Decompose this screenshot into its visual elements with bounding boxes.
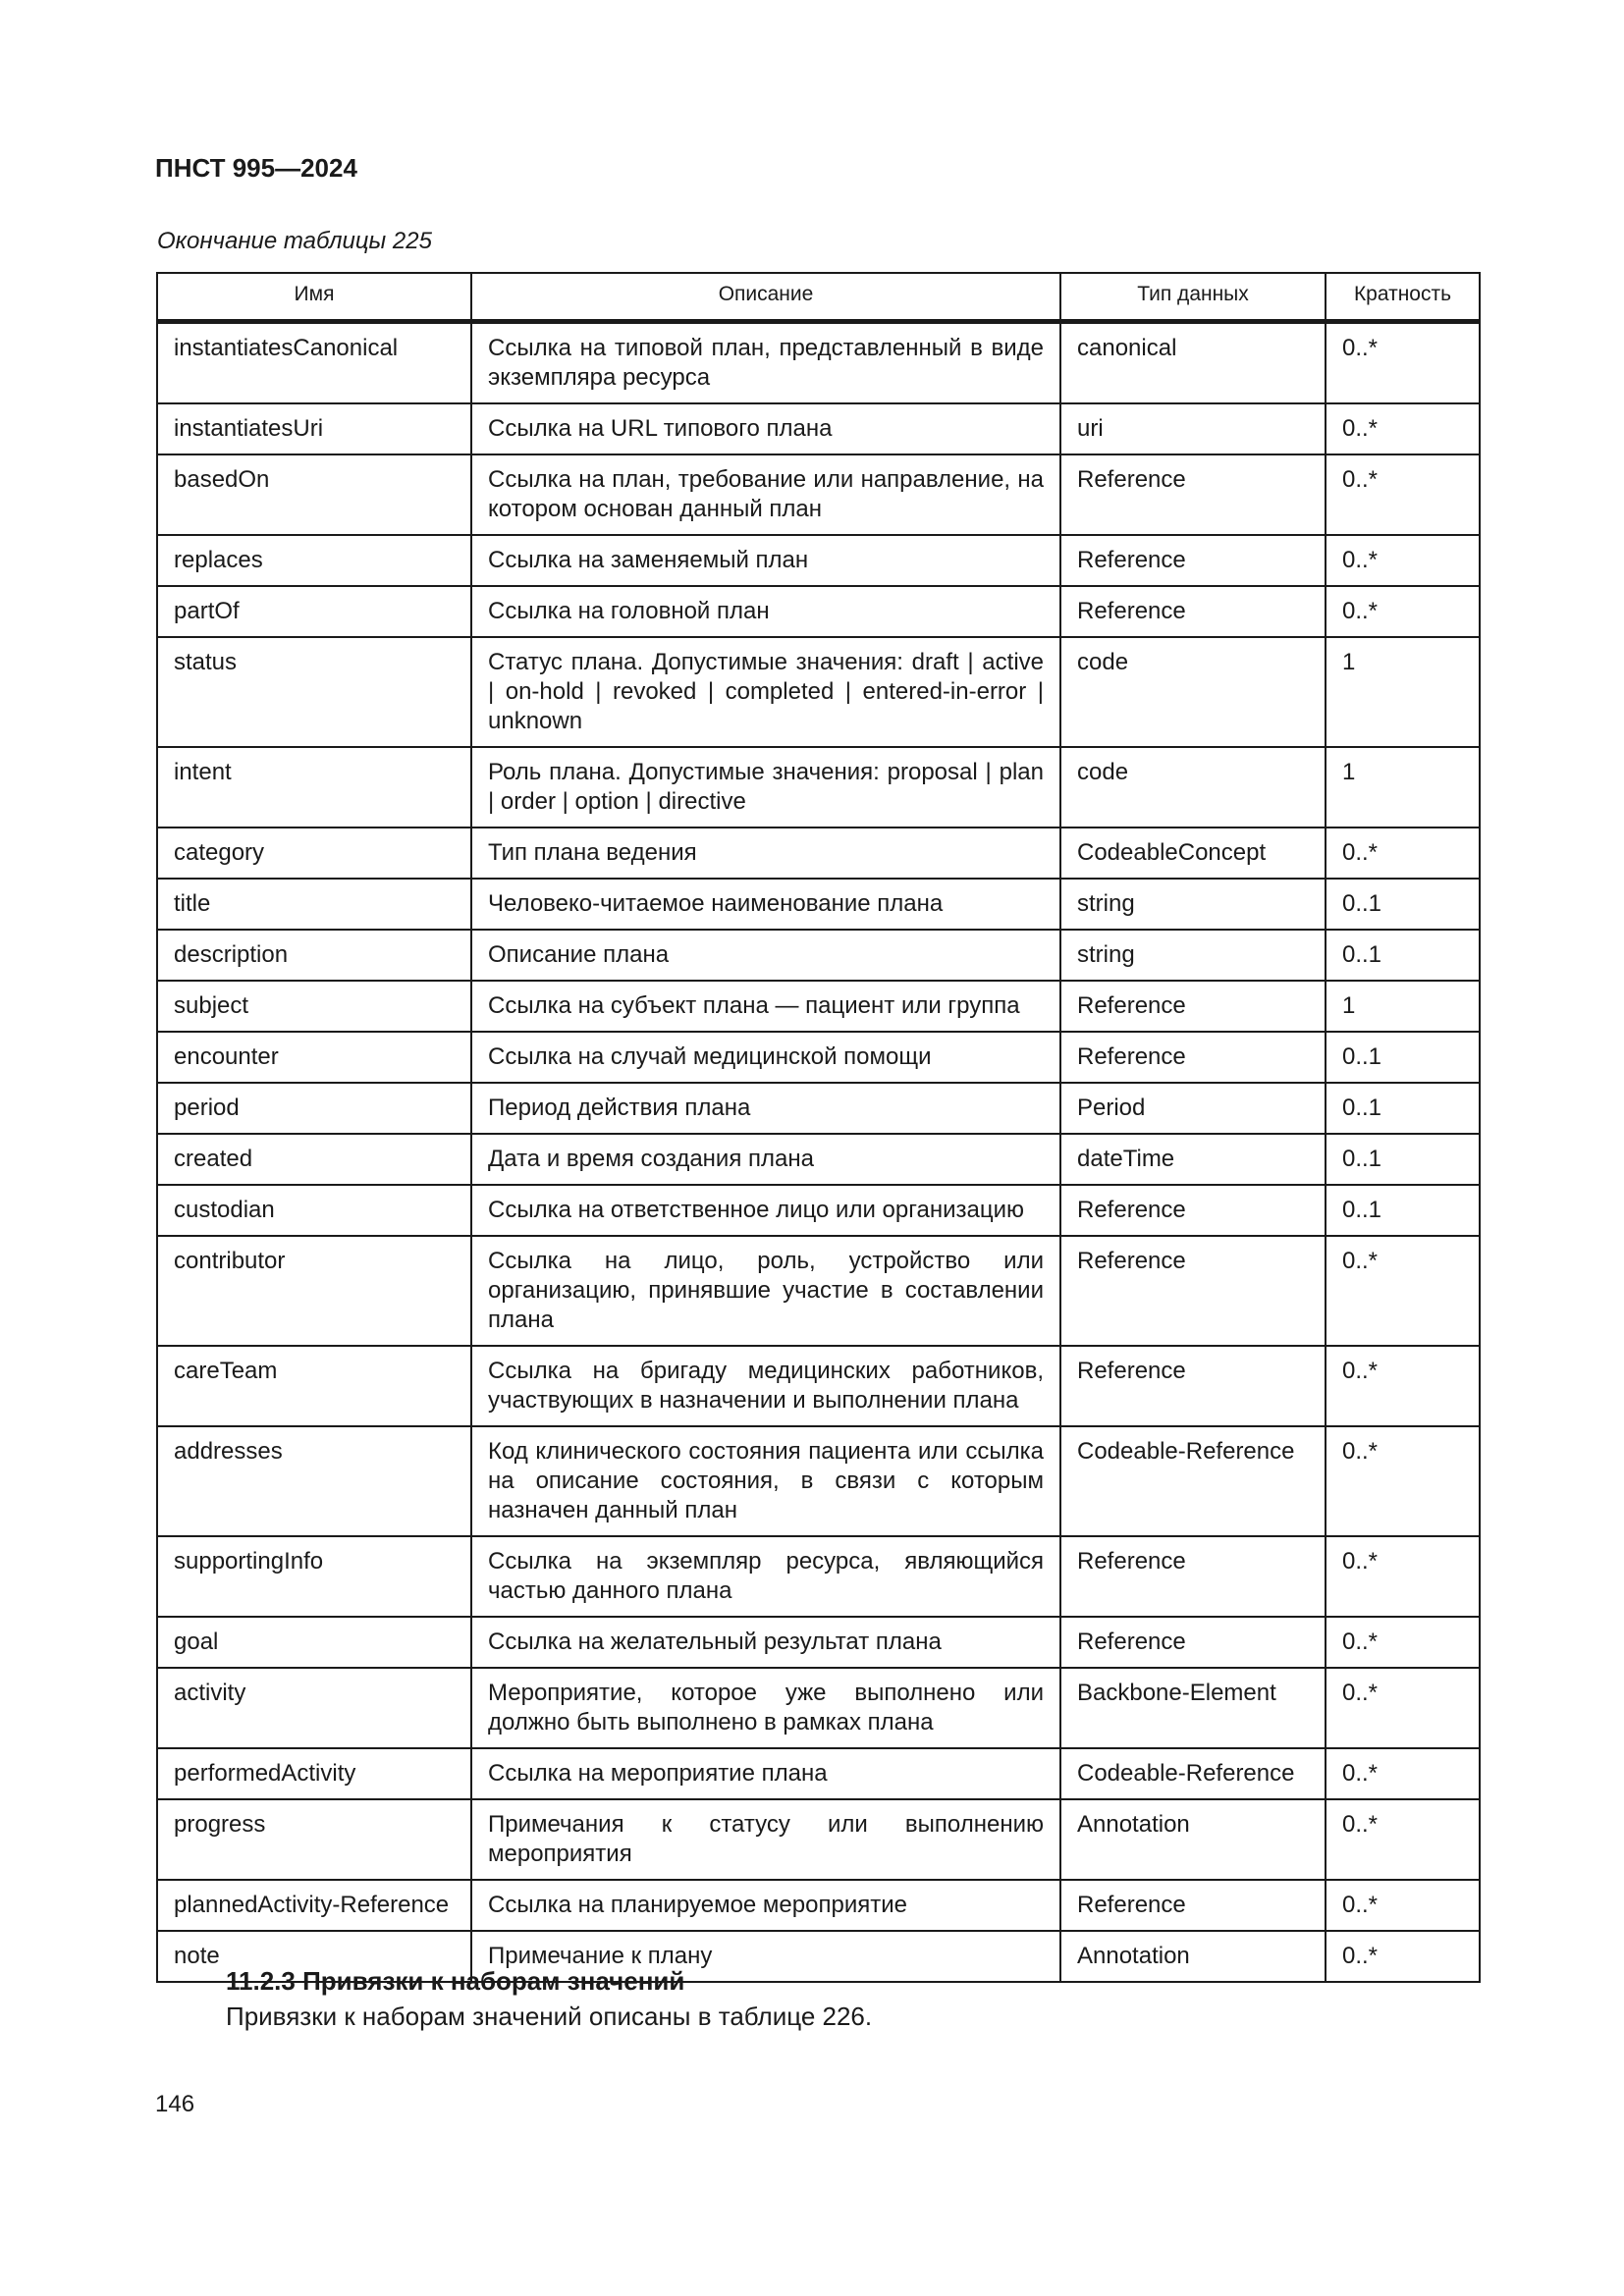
cell-type: Reference bbox=[1060, 535, 1326, 586]
cell-type: string bbox=[1060, 930, 1326, 981]
section-text: Привязки к наборам значений описаны в таблице 226. bbox=[226, 2002, 873, 2031]
cell-name: status bbox=[157, 637, 471, 747]
cell-cardinality: 0..* bbox=[1326, 586, 1480, 637]
cell-type: canonical bbox=[1060, 322, 1326, 404]
cell-type: Annotation bbox=[1060, 1799, 1326, 1880]
cell-name: partOf bbox=[157, 586, 471, 637]
cell-cardinality: 0..* bbox=[1326, 1236, 1480, 1346]
cell-cardinality: 0..* bbox=[1326, 1617, 1480, 1668]
cell-name: contributor bbox=[157, 1236, 471, 1346]
cell-description: Ссылка на заменяемый план bbox=[471, 535, 1060, 586]
table-row bbox=[157, 1185, 1480, 1236]
cell-description: Ссылка на головной план bbox=[471, 586, 1060, 637]
table-row bbox=[157, 535, 1480, 586]
table-row bbox=[157, 981, 1480, 1032]
cell-cardinality: 0..* bbox=[1326, 454, 1480, 535]
table-row bbox=[157, 586, 1480, 637]
table-row bbox=[157, 1134, 1480, 1185]
cell-type: Reference bbox=[1060, 981, 1326, 1032]
cell-cardinality: 0..1 bbox=[1326, 879, 1480, 930]
table-row bbox=[157, 1799, 1480, 1880]
cell-cardinality: 0..* bbox=[1326, 828, 1480, 879]
cell-description: Ссылка на план, требование или направление, на котором основан данный план bbox=[471, 454, 1060, 535]
cell-name: description bbox=[157, 930, 471, 981]
cell-name: created bbox=[157, 1134, 471, 1185]
table-row bbox=[157, 637, 1480, 747]
cell-name: performedActivity bbox=[157, 1748, 471, 1799]
cell-description: Тип плана ведения bbox=[471, 828, 1060, 879]
cell-description: Ссылка на ответственное лицо или организацию bbox=[471, 1185, 1060, 1236]
cell-description: Ссылка на мероприятие плана bbox=[471, 1748, 1060, 1799]
table-row bbox=[157, 1748, 1480, 1799]
cell-name: period bbox=[157, 1083, 471, 1134]
table-caption: Окончание таблицы 225 bbox=[157, 228, 432, 254]
cell-description: Ссылка на планируемое мероприятие bbox=[471, 1880, 1060, 1931]
cell-cardinality: 0..* bbox=[1326, 1536, 1480, 1617]
cell-name: supportingInfo bbox=[157, 1536, 471, 1617]
cell-type: uri bbox=[1060, 403, 1326, 454]
cell-cardinality: 1 bbox=[1326, 747, 1480, 828]
column-header-type: Тип данных bbox=[1060, 273, 1326, 322]
cell-description: Период действия плана bbox=[471, 1083, 1060, 1134]
cell-cardinality: 1 bbox=[1326, 981, 1480, 1032]
table-row bbox=[157, 1032, 1480, 1083]
cell-cardinality: 0..* bbox=[1326, 1668, 1480, 1748]
cell-description: Ссылка на URL типового плана bbox=[471, 403, 1060, 454]
cell-cardinality: 0..* bbox=[1326, 1748, 1480, 1799]
cell-name: note bbox=[157, 1931, 471, 1982]
cell-type: code bbox=[1060, 747, 1326, 828]
table-row bbox=[157, 1236, 1480, 1346]
cell-description: Человеко-читаемое наименование плана bbox=[471, 879, 1060, 930]
table-row bbox=[157, 1536, 1480, 1617]
cell-cardinality: 0..* bbox=[1326, 1799, 1480, 1880]
cell-description: Ссылка на экземпляр ресурса, являющийся частью данного плана bbox=[471, 1536, 1060, 1617]
cell-description: Ссылка на желательный результат плана bbox=[471, 1617, 1060, 1668]
table-row bbox=[157, 1083, 1480, 1134]
table-row bbox=[157, 747, 1480, 828]
cell-description: Статус плана. Допустимые значения: draft | active | on-hold | revoked | completed | entered-in-error | unknown bbox=[471, 637, 1060, 747]
cell-type: Reference bbox=[1060, 1880, 1326, 1931]
cell-name: goal bbox=[157, 1617, 471, 1668]
cell-name: instantiatesUri bbox=[157, 403, 471, 454]
cell-description: Ссылка на лицо, роль, устройство или организацию, принявшие участие в составлении плана bbox=[471, 1236, 1060, 1346]
cell-name: basedOn bbox=[157, 454, 471, 535]
cell-description: Описание плана bbox=[471, 930, 1060, 981]
cell-type: Annotation bbox=[1060, 1931, 1326, 1982]
cell-name: intent bbox=[157, 747, 471, 828]
table-row bbox=[157, 322, 1480, 404]
cell-cardinality: 0..* bbox=[1326, 1346, 1480, 1426]
cell-name: progress bbox=[157, 1799, 471, 1880]
cell-description: Роль плана. Допустимые значения: proposal | plan | order | option | directive bbox=[471, 747, 1060, 828]
cell-cardinality: 0..1 bbox=[1326, 1134, 1480, 1185]
cell-description: Ссылка на бригаду медицинских работников, участвующих в назначении и выполнении плана bbox=[471, 1346, 1060, 1426]
page-number: 146 bbox=[155, 2091, 195, 2117]
cell-type: Reference bbox=[1060, 1032, 1326, 1083]
table-row bbox=[157, 1880, 1480, 1931]
cell-type: code bbox=[1060, 637, 1326, 747]
spec-table bbox=[156, 272, 1481, 1983]
cell-cardinality: 0..1 bbox=[1326, 1032, 1480, 1083]
cell-type: Reference bbox=[1060, 586, 1326, 637]
cell-description: Ссылка на типовой план, представленный в виде экземпляра ресурса bbox=[471, 322, 1060, 404]
cell-description: Мероприятие, которое уже выполнено или должно быть выполнено в рамках плана bbox=[471, 1668, 1060, 1748]
table-row bbox=[157, 1426, 1480, 1536]
cell-type: Reference bbox=[1060, 1236, 1326, 1346]
cell-name: careTeam bbox=[157, 1346, 471, 1426]
cell-name: category bbox=[157, 828, 471, 879]
cell-name: subject bbox=[157, 981, 471, 1032]
cell-type: Codeable-Reference bbox=[1060, 1426, 1326, 1536]
cell-cardinality: 0..* bbox=[1326, 322, 1480, 404]
cell-cardinality: 0..* bbox=[1326, 403, 1480, 454]
cell-name: activity bbox=[157, 1668, 471, 1748]
cell-cardinality: 0..* bbox=[1326, 1931, 1480, 1982]
cell-type: Reference bbox=[1060, 1346, 1326, 1426]
table-row bbox=[157, 879, 1480, 930]
table-header-row bbox=[157, 273, 1480, 322]
cell-type: dateTime bbox=[1060, 1134, 1326, 1185]
document-code: ПНСТ 995—2024 bbox=[155, 153, 357, 183]
table-row bbox=[157, 1617, 1480, 1668]
column-header-name: Имя bbox=[157, 273, 471, 322]
cell-type: Backbone-Element bbox=[1060, 1668, 1326, 1748]
table-row bbox=[157, 930, 1480, 981]
cell-type: CodeableConcept bbox=[1060, 828, 1326, 879]
cell-cardinality: 0..1 bbox=[1326, 1083, 1480, 1134]
cell-description: Ссылка на субъект плана — пациент или группа bbox=[471, 981, 1060, 1032]
cell-cardinality: 0..* bbox=[1326, 1426, 1480, 1536]
column-header-cardinality: Кратность bbox=[1326, 273, 1480, 322]
cell-name: plannedActivity-Reference bbox=[157, 1880, 471, 1931]
cell-cardinality: 0..1 bbox=[1326, 930, 1480, 981]
cell-type: string bbox=[1060, 879, 1326, 930]
cell-name: instantiatesCanonical bbox=[157, 322, 471, 404]
cell-type: Reference bbox=[1060, 454, 1326, 535]
cell-type: Reference bbox=[1060, 1617, 1326, 1668]
table-row bbox=[157, 1346, 1480, 1426]
cell-type: Codeable-Reference bbox=[1060, 1748, 1326, 1799]
cell-description: Код клинического состояния пациента или ссылка на описание состояния, в связи с которым назначен данный план bbox=[471, 1426, 1060, 1536]
table-body bbox=[157, 322, 1480, 1983]
table-row bbox=[157, 454, 1480, 535]
section-heading: 11.2.3 Привязки к наборам значений bbox=[226, 1966, 685, 1996]
cell-description: Ссылка на случай медицинской помощи bbox=[471, 1032, 1060, 1083]
cell-name: title bbox=[157, 879, 471, 930]
cell-cardinality: 0..1 bbox=[1326, 1185, 1480, 1236]
table-row bbox=[157, 403, 1480, 454]
cell-type: Reference bbox=[1060, 1536, 1326, 1617]
cell-type: Reference bbox=[1060, 1185, 1326, 1236]
column-header-description: Описание bbox=[471, 273, 1060, 322]
cell-type: Period bbox=[1060, 1083, 1326, 1134]
cell-description: Примечания к статусу или выполнению мероприятия bbox=[471, 1799, 1060, 1880]
cell-name: encounter bbox=[157, 1032, 471, 1083]
table-row bbox=[157, 828, 1480, 879]
cell-cardinality: 0..* bbox=[1326, 1880, 1480, 1931]
cell-description: Примечание к плану bbox=[471, 1931, 1060, 1982]
cell-description: Дата и время создания плана bbox=[471, 1134, 1060, 1185]
cell-name: replaces bbox=[157, 535, 471, 586]
cell-name: custodian bbox=[157, 1185, 471, 1236]
table-row bbox=[157, 1668, 1480, 1748]
cell-name: addresses bbox=[157, 1426, 471, 1536]
cell-cardinality: 0..* bbox=[1326, 535, 1480, 586]
cell-cardinality: 1 bbox=[1326, 637, 1480, 747]
